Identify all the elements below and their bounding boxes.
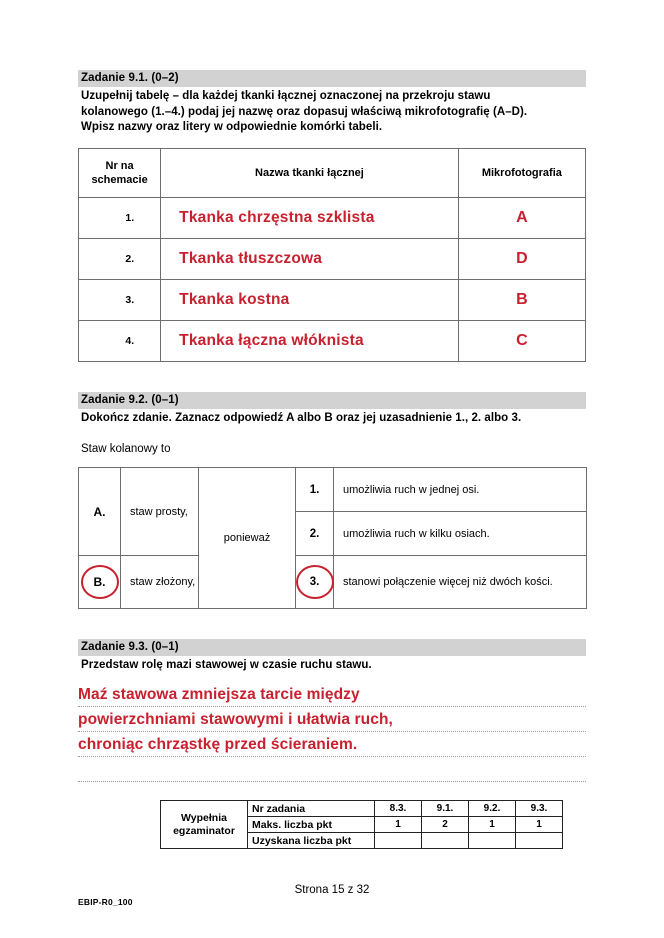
- examiner-task-number: 9.1.: [422, 801, 469, 817]
- examiner-max-points: 1: [516, 817, 563, 833]
- column-header-nr-line-2: schemacie: [91, 173, 148, 186]
- answer-micrograph-cell[interactable]: [458, 197, 585, 238]
- spacer: [78, 362, 586, 392]
- examiner-label-line-2: egzaminator: [173, 824, 235, 837]
- examiner-task-number: 9.3.: [516, 801, 563, 817]
- justification-2-text[interactable]: umożliwia ruch w kilku osiach.: [334, 512, 587, 556]
- examiner-task-number: 8.3.: [375, 801, 422, 817]
- examiner-row-header-obtained-points: Uzyskana liczba pkt: [248, 833, 375, 849]
- handwritten-answer: Tkanka chrzęstna szklista: [179, 208, 375, 226]
- table-row: [79, 468, 587, 512]
- examiner-label-line-1: Wypełnia: [181, 811, 227, 824]
- task-92-instruction: Dokończ zdanie. Zaznacz odpowiedź A albo B oraz jej uzasadnienie 1., 2. albo 3.: [81, 411, 522, 424]
- examiner-scoring-table: [160, 800, 563, 849]
- option-b-label-cell[interactable]: [79, 556, 121, 609]
- justification-1-text[interactable]: umożliwia ruch w jednej osi.: [334, 468, 587, 512]
- task-93-instruction: Przedstaw rolę mazi stawowej w czasie ruchu stawu.: [81, 659, 372, 671]
- examiner-max-points: 2: [422, 817, 469, 833]
- answer-tissue-name-cell[interactable]: [161, 279, 459, 320]
- answer-dotted-line: [78, 731, 586, 732]
- examiner-table-wrapper: [160, 800, 563, 849]
- examiner-obtained-points[interactable]: [516, 833, 563, 849]
- handwritten-answer-line: powierzchniami stawowymi i ułatwia ruch,: [78, 710, 393, 728]
- task-91-table: [78, 148, 586, 362]
- spacer: [78, 426, 586, 442]
- handwritten-answer-line: chroniąc chrząstkę przed ścieraniem.: [78, 735, 358, 753]
- handwritten-answer: Tkanka łączna włóknista: [179, 331, 364, 349]
- task-91-instruction-line-3: Wpisz nazwy oraz litery w odpowiednie komórki tabeli.: [81, 121, 383, 133]
- answer-dotted-line: [78, 706, 586, 707]
- row-number: 2.: [79, 238, 161, 279]
- table-header-row: [79, 148, 586, 197]
- table-row: [161, 801, 563, 817]
- answer-tissue-name-cell[interactable]: [161, 197, 459, 238]
- task-91-instruction: [78, 87, 586, 136]
- answer-micrograph-cell[interactable]: [458, 279, 585, 320]
- justification-3-text[interactable]: stanowi połączenie więcej niż dwóch kości.: [334, 556, 587, 609]
- option-b-label: B.: [93, 575, 106, 589]
- row-number: 4.: [79, 320, 161, 361]
- connector-cell: ponieważ: [199, 468, 296, 609]
- task-93-heading: Zadanie 9.3. (0–1): [78, 639, 586, 656]
- task-91-heading: Zadanie 9.1. (0–2): [78, 70, 586, 87]
- handwritten-answer-line: Maź stawowa zmniejsza tarcie między: [78, 685, 360, 703]
- page-content: [78, 70, 586, 776]
- justification-3-label: 3.: [309, 576, 320, 588]
- handwritten-letter: D: [516, 249, 528, 267]
- table-row: [79, 197, 586, 238]
- task-92-answer-matrix: [78, 467, 587, 609]
- justification-2-label-cell[interactable]: [296, 512, 334, 556]
- examiner-max-points: 1: [469, 817, 516, 833]
- table-row: [79, 279, 586, 320]
- handwritten-answer: Tkanka tłuszczowa: [179, 249, 323, 267]
- justification-1-label-cell[interactable]: [296, 468, 334, 512]
- handwritten-letter: B: [516, 290, 528, 308]
- examiner-task-number: 9.2.: [469, 801, 516, 817]
- table-row: [79, 238, 586, 279]
- task-93-answer-area[interactable]: [78, 680, 586, 776]
- examiner-row-header-task-number: Nr zadania: [248, 801, 375, 817]
- column-header-nr-line-1: Nr na: [105, 159, 134, 172]
- row-number: 1.: [79, 197, 161, 238]
- table-row: [79, 320, 586, 361]
- footer-page-number: Strona 15 z 32: [294, 884, 370, 896]
- task-92-heading: Zadanie 9.2. (0–1): [78, 392, 586, 409]
- task-92-stem: Staw kolanowy to: [81, 443, 171, 455]
- footer-document-code: EBIP-R0_100: [78, 897, 133, 907]
- answer-micrograph-cell[interactable]: [458, 238, 585, 279]
- examiner-obtained-points[interactable]: [375, 833, 422, 849]
- handwritten-letter: C: [516, 331, 528, 349]
- option-a-text[interactable]: staw prosty,: [121, 468, 199, 556]
- answer-dotted-line: [78, 781, 586, 782]
- row-number: 3.: [79, 279, 161, 320]
- examiner-label-cell: [161, 801, 248, 849]
- justification-3-label-cell[interactable]: [296, 556, 334, 609]
- examiner-obtained-points[interactable]: [469, 833, 516, 849]
- answer-tissue-name-cell[interactable]: [161, 238, 459, 279]
- column-header-nr: [79, 148, 161, 197]
- task-91-instruction-line-2: kolanowego (1.–4.) podaj jej nazwę oraz dopasuj właściwą mikrofotografię (A–D).: [81, 105, 528, 118]
- justification-2-label: 2.: [309, 527, 320, 540]
- examiner-max-points: 1: [375, 817, 422, 833]
- answer-dotted-line: [78, 756, 586, 757]
- column-header-micrograph: Mikrofotografia: [458, 148, 585, 197]
- column-header-name: Nazwa tkanki łącznej: [161, 148, 459, 197]
- spacer: [78, 609, 586, 639]
- option-a-label-cell[interactable]: [79, 468, 121, 556]
- examiner-row-header-max-points: Maks. liczba pkt: [248, 817, 375, 833]
- answer-tissue-name-cell[interactable]: [161, 320, 459, 361]
- handwritten-letter: A: [516, 208, 528, 226]
- task-91-instruction-line-1: Uzupełnij tabelę – dla każdej tkanki łącznej oznaczonej na przekroju stawu: [81, 90, 491, 102]
- justification-1-label: 1.: [309, 483, 320, 496]
- answer-micrograph-cell[interactable]: [458, 320, 585, 361]
- option-b-text[interactable]: staw złożony,: [121, 556, 199, 609]
- examiner-obtained-points[interactable]: [422, 833, 469, 849]
- option-a-label: A.: [93, 504, 106, 519]
- handwritten-answer: Tkanka kostna: [179, 290, 290, 308]
